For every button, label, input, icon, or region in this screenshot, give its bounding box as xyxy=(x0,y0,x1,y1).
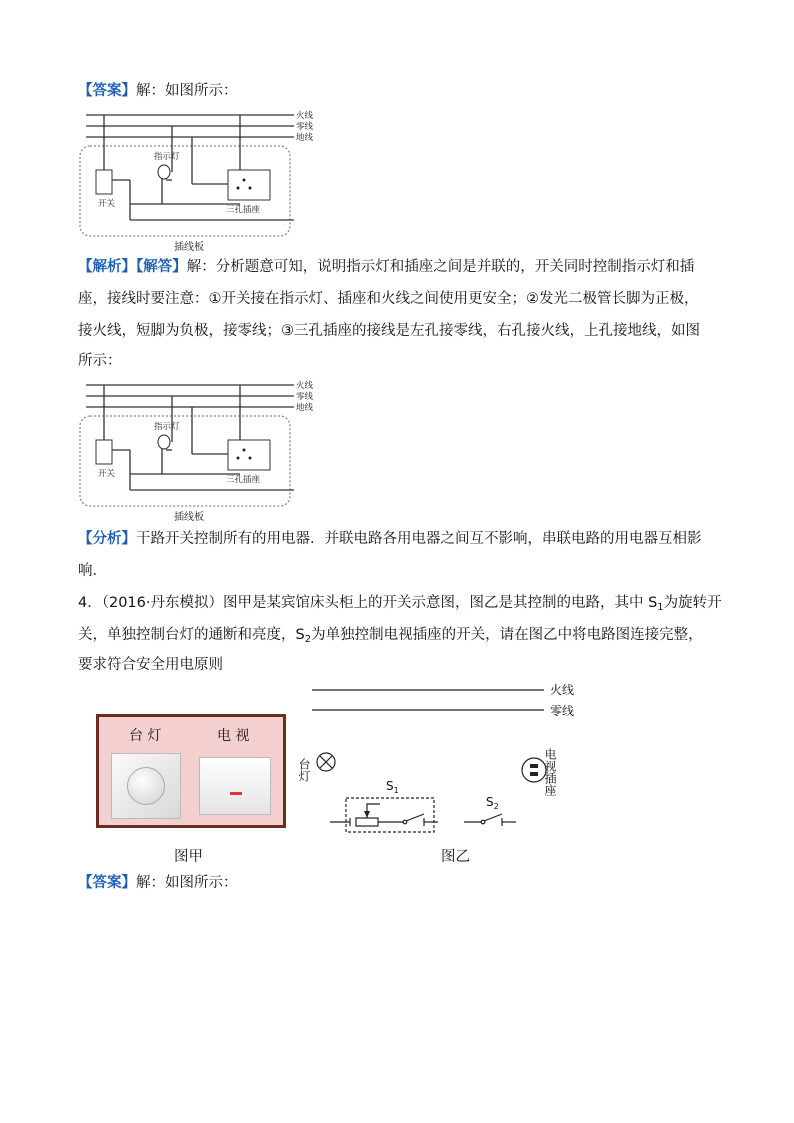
label-indicator: 指示灯 xyxy=(154,422,180,432)
fenxi-line-2: 响． xyxy=(78,563,107,579)
fenxi-tag: 【分析】 xyxy=(78,531,136,547)
analysis-text-1: 解：分析题意可知，说明指示灯和插座之间是并联的，开关同时控制指示灯和插 xyxy=(186,259,695,275)
analysis-line-3: 接火线，短脚为负极，接零线；③三孔插座的接线是左孔接零线，右孔接火线，上孔接地线，如图 xyxy=(78,323,700,339)
q4-text-2b: 为单独控制电视插座的开关，请在图乙中将电路图连接完整， xyxy=(311,627,703,643)
caption-yi: 图乙 xyxy=(441,849,470,865)
q4-text-1a: 4．（2016·丹东模拟）图甲是某宾馆床头柜上的开关示意图，图乙是其控制的电路，其中 S xyxy=(78,595,658,611)
q4-sub-1: 1 xyxy=(657,602,664,613)
figure-yi xyxy=(297,680,590,840)
analysis-line-4: 所示： xyxy=(78,353,122,369)
question4-line-1 xyxy=(78,592,722,619)
answer2-text: 解：如图所示： xyxy=(136,875,238,891)
label-board: 插线板 xyxy=(174,242,204,253)
label-switch: 开关 xyxy=(98,199,116,209)
yi-neutral-label: 零线 xyxy=(550,704,575,718)
analysis-line-1 xyxy=(78,256,694,278)
fenxi-line-1 xyxy=(78,528,702,550)
answer-text: 解：如图所示： xyxy=(136,83,238,99)
dial-switch[interactable] xyxy=(111,753,181,819)
question4-line-3: 要求符合安全用电原则 xyxy=(78,657,223,673)
analysis-tag: 【解析】【解答】 xyxy=(78,259,187,275)
q4-text-2a: 关，单独控制台灯的通断和亮度，S xyxy=(78,627,305,643)
dial-knob[interactable] xyxy=(127,767,165,805)
s1-label: $S_1$ xyxy=(386,779,399,795)
label-indicator: 指示灯 xyxy=(154,152,180,162)
caption-jia: 图甲 xyxy=(174,849,203,865)
rheostat-arrow xyxy=(364,811,370,818)
figure-jia xyxy=(96,714,286,828)
question4-line-2 xyxy=(78,624,703,651)
label-socket: 三孔插座 xyxy=(226,475,261,485)
label-neutral: 零线 xyxy=(296,392,314,402)
q4-text-1b: 为旋转开 xyxy=(663,595,722,611)
tv-socket-label: 电视插座 xyxy=(543,748,557,796)
label-socket: 三孔插座 xyxy=(226,205,261,215)
label-live: 火线 xyxy=(296,381,314,391)
label-board: 插线板 xyxy=(174,512,204,523)
label-ground: 地线 xyxy=(296,133,314,143)
answer-line-1 xyxy=(78,80,238,102)
answer-tag: 【答案】 xyxy=(78,83,136,99)
answer2-tag: 【答案】 xyxy=(78,875,136,891)
lamp-label: 台 灯 xyxy=(129,728,162,744)
label-switch: 开关 xyxy=(98,469,116,479)
lamp-char-1: 台灯 xyxy=(297,758,311,782)
q4-sub-2: 2 xyxy=(304,634,312,645)
tv-switch[interactable] xyxy=(199,757,271,815)
yi-live-label: 火线 xyxy=(550,683,575,697)
fenxi-text-1: 干路开关控制所有的用电器．并联电路各用电器之间互不影响，串联电路的用电器互相影 xyxy=(136,531,702,547)
label-neutral: 零线 xyxy=(296,122,314,132)
wiring-diagram-1 xyxy=(78,104,330,254)
label-ground: 地线 xyxy=(296,403,314,413)
analysis-line-2: 座，接线时要注意：①开关接在指示灯、插座和火线之间使用更安全；②发光二极管长脚为正极， xyxy=(78,291,699,307)
tv-switch-indicator xyxy=(230,792,242,795)
s2-label: $S_2$ xyxy=(486,795,499,811)
tv-label: 电 视 xyxy=(217,728,250,744)
wiring-diagram-2 xyxy=(78,374,330,524)
answer-line-2 xyxy=(78,872,238,894)
label-live: 火线 xyxy=(296,111,314,121)
